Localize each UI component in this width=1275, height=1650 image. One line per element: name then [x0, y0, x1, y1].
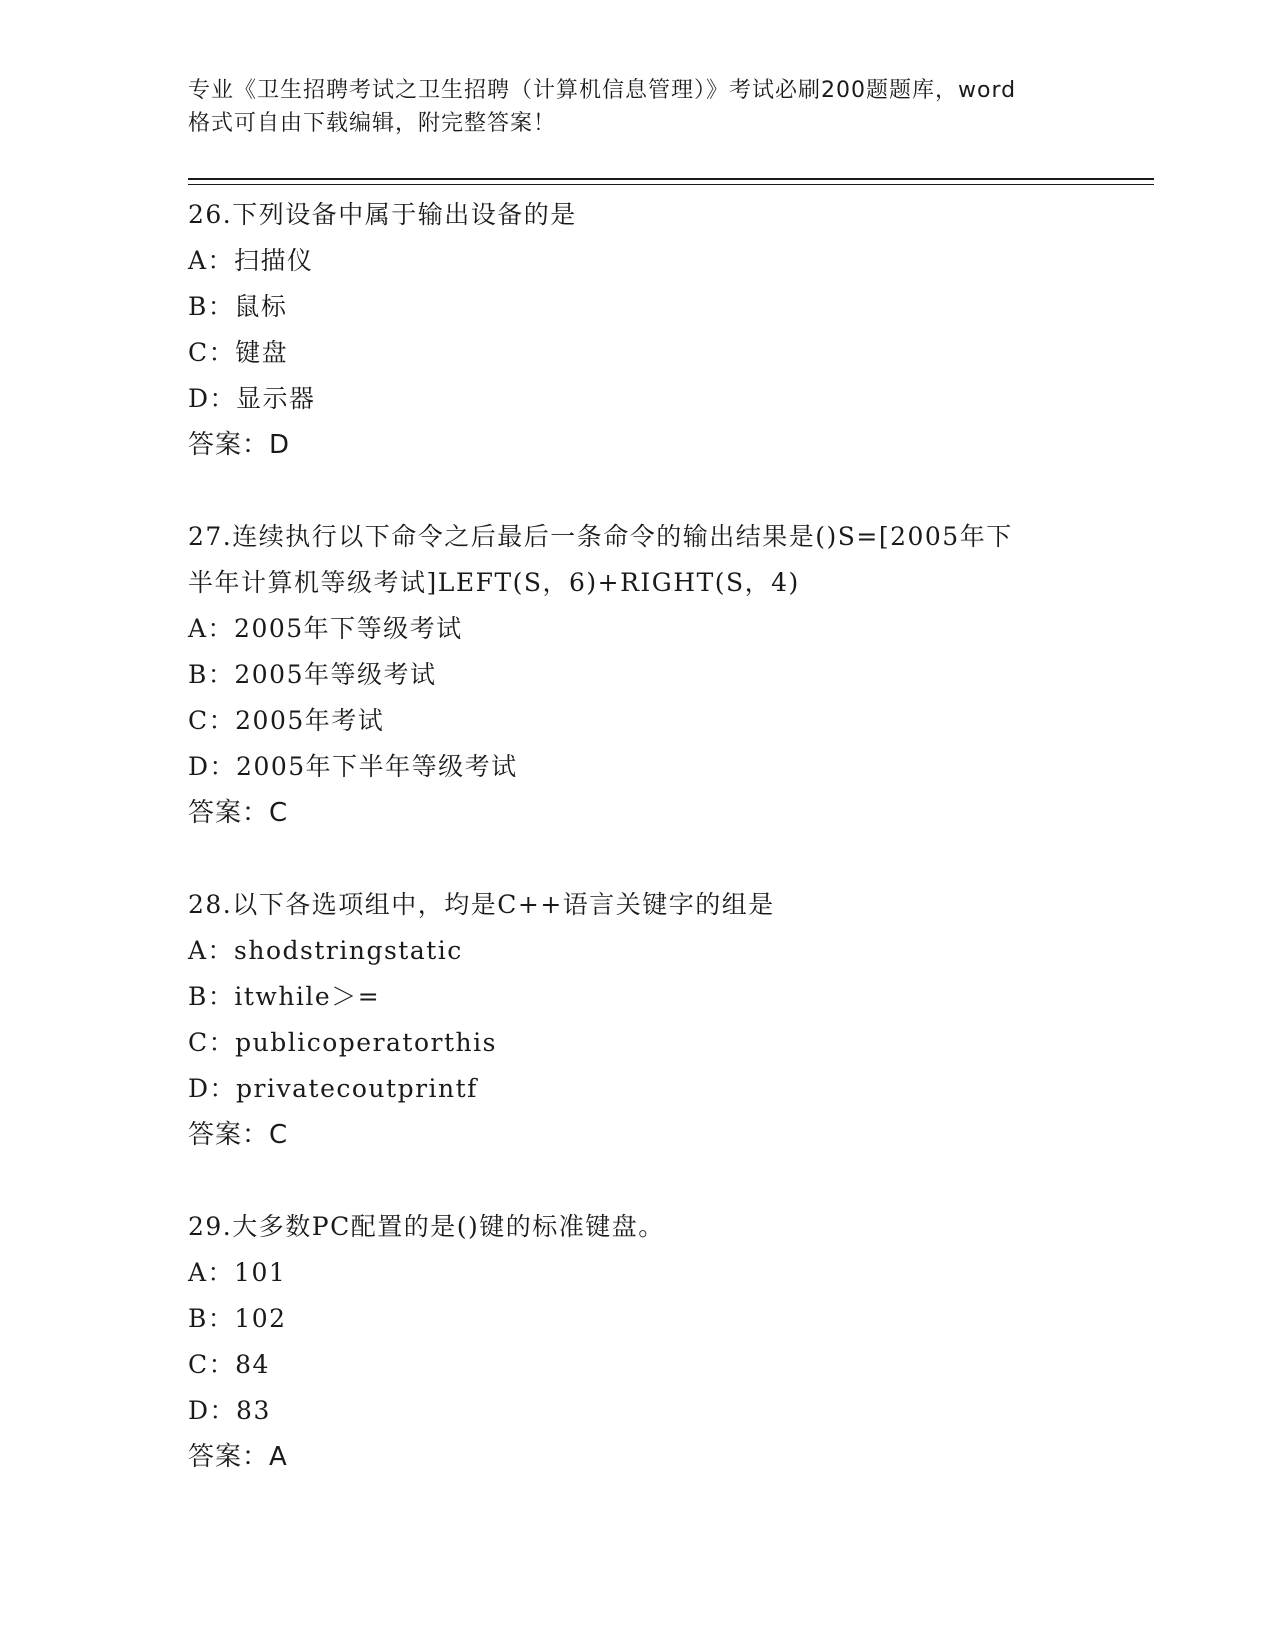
question-28 — [188, 882, 1088, 1158]
option-b: B：102 — [188, 1304, 287, 1333]
answer-label: 答案：C — [188, 798, 289, 828]
option-d: D：83 — [188, 1396, 271, 1425]
question-stem-line-2: 半年计算机等级考试]LEFT(S，6)+RIGHT(S，4) — [188, 568, 800, 597]
answer-label: 答案：A — [188, 1442, 288, 1472]
header-line-2: 格式可自由下载编辑，附完整答案！ — [188, 111, 557, 136]
option-a: A：shodstringstatic — [188, 936, 463, 965]
answer-label: 答案：C — [188, 1120, 289, 1150]
option-c: C：2005年考试 — [188, 706, 385, 735]
option-d: D：privatecoutprintf — [188, 1074, 478, 1103]
question-stem: 29.大多数PC配置的是()键的标准键盘。 — [188, 1212, 665, 1241]
header-divider-thick — [188, 178, 1154, 180]
option-a: A：扫描仪 — [188, 246, 314, 275]
option-c: C：84 — [188, 1350, 270, 1379]
header-line-1: 专业《卫生招聘考试之卫生招聘（计算机信息管理）》考试必刷200题题库，word — [188, 78, 1017, 103]
question-stem: 28.以下各选项组中，均是C++语言关键字的组是 — [188, 890, 775, 919]
option-d: D：显示器 — [188, 384, 316, 413]
question-stem: 26.下列设备中属于输出设备的是 — [188, 200, 577, 229]
answer-label: 答案：D — [188, 430, 291, 460]
question-list — [188, 192, 1088, 1526]
option-b: B：itwhile＞= — [188, 982, 381, 1011]
option-c: C：键盘 — [188, 338, 289, 367]
question-stem-line-1: 27.连续执行以下命令之后最后一条命令的输出结果是()S=[2005年下 — [188, 522, 1013, 551]
question-26 — [188, 192, 1088, 468]
option-a: A：101 — [188, 1258, 287, 1287]
option-b: B：2005年等级考试 — [188, 660, 437, 689]
option-b: B：鼠标 — [188, 292, 288, 321]
option-d: D：2005年下半年等级考试 — [188, 752, 518, 781]
header-divider-thin — [188, 184, 1154, 185]
question-27 — [188, 514, 1088, 836]
document-header — [188, 74, 1088, 140]
option-a: A：2005年下等级考试 — [188, 614, 463, 643]
option-c: C：publicoperatorthis — [188, 1028, 497, 1057]
question-29 — [188, 1204, 1088, 1480]
